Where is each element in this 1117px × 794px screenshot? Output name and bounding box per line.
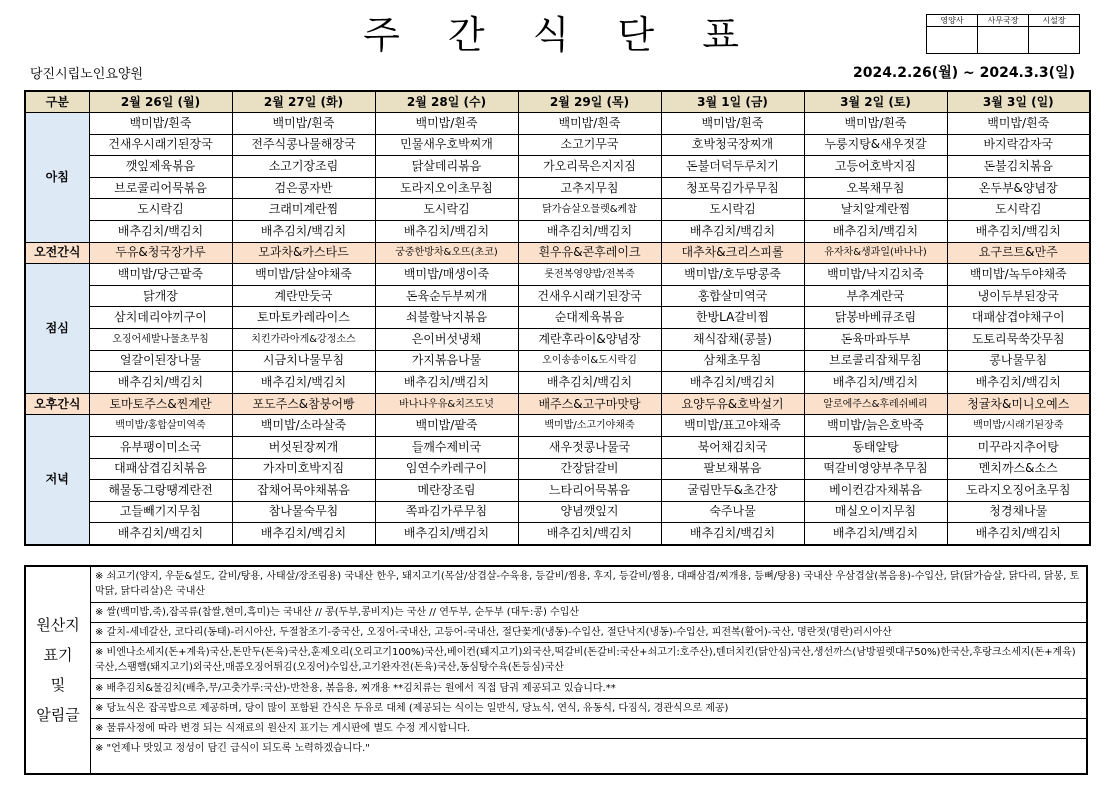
menu-item: 닭살데리볶음 (375, 156, 518, 178)
menu-item: 궁중한방차&오뜨(초코) (375, 242, 518, 264)
menu-item: 유자차&생과일(바나나) (804, 242, 947, 264)
menu-item: 검은콩자반 (232, 177, 375, 199)
snack-row (25, 242, 1090, 264)
menu-item: 콩나물무침 (947, 350, 1090, 372)
menu-item: 대패삼겹김치볶음 (89, 458, 232, 480)
menu-item: 참나물숙무침 (232, 501, 375, 523)
menu-item: 삼채초무침 (661, 350, 804, 372)
menu-item: 도라지오징어초무침 (947, 480, 1090, 502)
meal-row (25, 458, 1090, 480)
menu-item: 바지락감자국 (947, 134, 1090, 156)
menu-item: 대추차&크리스피롤 (661, 242, 804, 264)
menu-item: 시금치나물무침 (232, 350, 375, 372)
day-header: 2월 26일 (월) (89, 91, 232, 113)
menu-item: 배추김치/백김치 (89, 220, 232, 242)
menu-item: 바나나우유&치즈도넛 (375, 393, 518, 415)
menu-item: 오이송송이&도시락김 (518, 350, 661, 372)
menu-item: 북어채김치국 (661, 436, 804, 458)
meal-row (25, 436, 1090, 458)
day-header: 2월 28일 (수) (375, 91, 518, 113)
meal-row (25, 156, 1090, 178)
menu-item: 포도주스&참붕어빵 (232, 393, 375, 415)
origin-notice-box (24, 565, 1088, 775)
menu-item: 백미밥/낙지김치죽 (804, 264, 947, 286)
meal-row (25, 307, 1090, 329)
menu-item: 배추김치/백김치 (375, 220, 518, 242)
menu-item: 양념깻잎지 (518, 501, 661, 523)
menu-item: 돈육순두부찌개 (375, 285, 518, 307)
menu-item: 고추지무침 (518, 177, 661, 199)
menu-item: 요양두유&호박설기 (661, 393, 804, 415)
menu-item: 배추김치/백김치 (804, 372, 947, 394)
meal-row (25, 113, 1090, 135)
menu-period: 2024.2.26(월) ~ 2024.3.3(일) (852, 65, 1075, 81)
meal-row (25, 264, 1090, 286)
meal-row (25, 372, 1090, 394)
menu-item: 크래미계란찜 (232, 199, 375, 221)
day-header: 3월 3일 (일) (947, 91, 1090, 113)
menu-item: 배추김치/백김치 (232, 220, 375, 242)
menu-item: 닭개장 (89, 285, 232, 307)
menu-item: 느타리어묵볶음 (518, 480, 661, 502)
menu-item: 굴림만두&초간장 (661, 480, 804, 502)
menu-item: 백미밥/흰죽 (518, 113, 661, 135)
menu-item: 민물새우호박찌개 (375, 134, 518, 156)
page-title: 주 간 식 단 표 (363, 13, 757, 57)
meal-row (25, 134, 1090, 156)
menu-item: 은이버섯냉채 (375, 328, 518, 350)
menu-item: 백미밥/소고기야채죽 (518, 415, 661, 437)
menu-item: 배추김치/백김치 (375, 523, 518, 545)
menu-item: 백미밥/당근팥죽 (89, 264, 232, 286)
menu-item: 새우젓콩나물국 (518, 436, 661, 458)
approval-dietitian: 영양사 (927, 15, 978, 27)
weekly-menu-table (24, 90, 1091, 546)
menu-item: 백미밥/시래기된장죽 (947, 415, 1090, 437)
menu-item: 배추김치/백김치 (947, 220, 1090, 242)
meal-row (25, 350, 1090, 372)
approval-manager: 사무국장 (978, 15, 1029, 27)
menu-item: 배추김치/백김치 (804, 220, 947, 242)
notice-label (26, 567, 91, 773)
menu-item: 롯전복영양밥/전복죽 (518, 264, 661, 286)
menu-item: 배주스&고구마맛탕 (518, 393, 661, 415)
menu-item: 누룽지탕&새우젓갈 (804, 134, 947, 156)
menu-item: 깻잎제육볶음 (89, 156, 232, 178)
menu-item: 고들빼기지무침 (89, 501, 232, 523)
meal-row (25, 501, 1090, 523)
menu-item: 도토리묵쑥갓무침 (947, 328, 1090, 350)
menu-item: 청경채나물 (947, 501, 1090, 523)
menu-item: 삼치데리야끼구이 (89, 307, 232, 329)
menu-item: 백미밥/표고야채죽 (661, 415, 804, 437)
meal-label: 아침 (25, 113, 89, 243)
menu-item: 배추김치/백김치 (89, 372, 232, 394)
menu-item: 백미밥/호두땅콩죽 (661, 264, 804, 286)
menu-item: 돈불더덕두루치기 (661, 156, 804, 178)
menu-item: 돈육마파두부 (804, 328, 947, 350)
notice-row-seafood: ※ 갈치-세네갈산, 코다리(동태)-러시아산, 두절참조기-중국산, 오징어-국내산, 고등어-국내산, 절단꽃게(냉동)-수입산, 절단낙지(냉동)-수입산, 피전복(활어)-국산, 명란젓(명란)러시아산 (91, 623, 1086, 643)
menu-item: 배추김치/백김치 (518, 220, 661, 242)
menu-item: 브로콜리어묵볶음 (89, 177, 232, 199)
menu-item: 팔보채볶음 (661, 458, 804, 480)
menu-item: 메란장조림 (375, 480, 518, 502)
menu-item: 배추김치/백김치 (518, 372, 661, 394)
menu-item: 멘치까스&소스 (947, 458, 1090, 480)
menu-item: 두유&청국장가루 (89, 242, 232, 264)
meal-row (25, 199, 1090, 221)
menu-item: 알로에주스&후레쉬베리 (804, 393, 947, 415)
snack-row (25, 393, 1090, 415)
menu-item: 쇠불할낙지볶음 (375, 307, 518, 329)
menu-item: 순대제육볶음 (518, 307, 661, 329)
menu-item: 배추김치/백김치 (947, 523, 1090, 545)
menu-item: 한방LA갈비찜 (661, 307, 804, 329)
notice-row-logistics: ※ 물류사정에 따라 변경 되는 식재료의 원산지 표기는 게시판에 별도 수정 게시합니다. (91, 719, 1086, 739)
day-header: 2월 29일 (목) (518, 91, 661, 113)
meal-row (25, 285, 1090, 307)
notice-label-line: 및 (50, 676, 66, 694)
menu-item: 건새우시래기된장국 (518, 285, 661, 307)
notice-row-meat: ※ 쇠고기(양지, 우둔&설도, 갈비/탕용, 사태살/장조림용) 국내산 한우, 돼지고기(목살/삼겹살-수육용, 등갈비/찜용, 후지, 등갈비/찜용, 대패삼겹/찌개용, 등뼈/탕용) 국내산 우삼겹살(볶음용)-수입산, 닭(닭가슴살, 닭다리, 닭봉, 토막닭, 닭다리살)은 국내산 (91, 567, 1086, 603)
menu-item: 브로콜리잡채무침 (804, 350, 947, 372)
menu-item: 가자미호박지짐 (232, 458, 375, 480)
menu-item: 모과차&카스타드 (232, 242, 375, 264)
meal-label: 저녁 (25, 415, 89, 545)
menu-item: 백미밥/소라살죽 (232, 415, 375, 437)
menu-item: 가오리묵은지지짐 (518, 156, 661, 178)
menu-item: 도시락김 (661, 199, 804, 221)
menu-item: 잡채어묵야채볶음 (232, 480, 375, 502)
menu-item: 배추김치/백김치 (375, 372, 518, 394)
menu-item: 계란만둣국 (232, 285, 375, 307)
menu-item: 부추계란국 (804, 285, 947, 307)
day-header: 2월 27일 (화) (232, 91, 375, 113)
approval-sign-cell (1029, 27, 1080, 54)
notice-label-line: 원산지 (36, 616, 80, 634)
menu-item: 배추김치/백김치 (232, 372, 375, 394)
menu-item: 백미밥/녹두야채죽 (947, 264, 1090, 286)
meal-row (25, 480, 1090, 502)
menu-item: 도라지오이초무침 (375, 177, 518, 199)
notice-label-line: 표기 (43, 646, 73, 664)
meal-row (25, 415, 1090, 437)
menu-item: 얼갈이된장나물 (89, 350, 232, 372)
menu-item: 청포묵김가루무침 (661, 177, 804, 199)
menu-body (25, 113, 1090, 545)
menu-item: 백미밥/흰죽 (89, 113, 232, 135)
menu-item: 버섯된장찌개 (232, 436, 375, 458)
menu-item: 소고기무국 (518, 134, 661, 156)
menu-item: 배추김치/백김치 (661, 523, 804, 545)
notice-row-grain: ※ 쌀(백미밥,죽),잡곡류(찹쌀,현미,흑미)는 국내산 // 콩(두부,콩비지)는 국산 // 연두부, 순두부 (대두:콩) 수입산 (91, 603, 1086, 623)
menu-item: 청귤차&미니오예스 (947, 393, 1090, 415)
menu-item: 매실오이지무침 (804, 501, 947, 523)
menu-item: 백미밥/흰죽 (947, 113, 1090, 135)
day-header: 3월 1일 (금) (661, 91, 804, 113)
menu-item: 요구르트&만주 (947, 242, 1090, 264)
menu-item: 냉이두부된장국 (947, 285, 1090, 307)
menu-item: 떡갈비영양부추무침 (804, 458, 947, 480)
meal-label: 오전간식 (25, 242, 89, 264)
menu-item: 고등어호박지짐 (804, 156, 947, 178)
approval-sign-cell (927, 27, 978, 54)
menu-item: 홍합살미역국 (661, 285, 804, 307)
menu-item: 동태알탕 (804, 436, 947, 458)
menu-item: 닭가슴살오믈렛&케찹 (518, 199, 661, 221)
meal-row (25, 220, 1090, 242)
notice-row-diabetic: ※ 당뇨식은 잡곡밥으로 제공하며, 당이 많이 포함된 간식은 두유로 대체 (제공되는 식이는 일반식, 당뇨식, 연식, 유동식, 다짐식, 경관식으로 제공) (91, 699, 1086, 719)
menu-item: 간장닭갈비 (518, 458, 661, 480)
menu-item: 백미밥/팥죽 (375, 415, 518, 437)
menu-item: 건새우시래기된장국 (89, 134, 232, 156)
menu-item: 백미밥/흰죽 (804, 113, 947, 135)
menu-item: 온두부&양념장 (947, 177, 1090, 199)
menu-item: 백미밥/흰죽 (661, 113, 804, 135)
meal-label: 오후간식 (25, 393, 89, 415)
menu-item: 배추김치/백김치 (661, 372, 804, 394)
notice-row-kimchi: ※ 배추김치&물김치(배추,무/고춧가루:국산)-반찬용, 볶음용, 찌개용 **김치류는 원에서 직접 담궈 제공되고 있습니다.** (91, 679, 1086, 699)
menu-item: 도시락김 (947, 199, 1090, 221)
menu-item: 백미밥/매생이죽 (375, 264, 518, 286)
menu-item: 토마토카레라이스 (232, 307, 375, 329)
menu-item: 백미밥/흰죽 (375, 113, 518, 135)
menu-item: 배추김치/백김치 (661, 220, 804, 242)
menu-item: 돈불김치볶음 (947, 156, 1090, 178)
organization-name: 당진시립노인요양원 (30, 67, 144, 82)
meal-row (25, 328, 1090, 350)
menu-item: 쪽파김가루무침 (375, 501, 518, 523)
menu-item: 배추김치/백김치 (947, 372, 1090, 394)
notice-label-line: 알림글 (36, 706, 80, 724)
menu-item: 해물동그랑땡계란전 (89, 480, 232, 502)
day-header: 3월 2일 (토) (804, 91, 947, 113)
notice-rows (91, 567, 1086, 773)
menu-item: 백미밥/늙은호박죽 (804, 415, 947, 437)
menu-item: 배추김치/백김치 (232, 523, 375, 545)
menu-item: 대패삼겹야채구이 (947, 307, 1090, 329)
menu-item: 배추김치/백김치 (89, 523, 232, 545)
menu-item: 숙주나물 (661, 501, 804, 523)
menu-item: 백미밥/닭살야채죽 (232, 264, 375, 286)
menu-item: 배추김치/백김치 (804, 523, 947, 545)
menu-item: 배추김치/백김치 (518, 523, 661, 545)
menu-item: 계란후라이&양념장 (518, 328, 661, 350)
menu-item: 베이컨감자채볶음 (804, 480, 947, 502)
menu-item: 오복채무침 (804, 177, 947, 199)
menu-item: 호박청국장찌개 (661, 134, 804, 156)
menu-item: 오징어세발나물초무침 (89, 328, 232, 350)
menu-item: 유부팽이미소국 (89, 436, 232, 458)
day-header-row (25, 91, 1090, 113)
menu-item: 토마토주스&찐계란 (89, 393, 232, 415)
menu-item: 백미밥/흰죽 (232, 113, 375, 135)
menu-item: 도시락김 (89, 199, 232, 221)
menu-item: 흰우유&콘후레이크 (518, 242, 661, 264)
meal-label: 점심 (25, 264, 89, 394)
menu-item: 채식잡채(콩불) (661, 328, 804, 350)
menu-item: 치킨가라아게&강정소스 (232, 328, 375, 350)
corner-cell: 구분 (25, 91, 89, 113)
menu-item: 소고기장조림 (232, 156, 375, 178)
meal-row (25, 177, 1090, 199)
approval-director: 시설장 (1029, 15, 1080, 27)
menu-item: 백미밥/홍합살미역죽 (89, 415, 232, 437)
menu-item: 닭봉바베큐조림 (804, 307, 947, 329)
menu-item: 임연수카레구이 (375, 458, 518, 480)
approval-sign-cell (978, 27, 1029, 54)
menu-item: 미꾸라지추어탕 (947, 436, 1090, 458)
menu-item: 들깨수제비국 (375, 436, 518, 458)
menu-item: 가지볶음나물 (375, 350, 518, 372)
meal-row (25, 523, 1090, 545)
approval-box (926, 14, 1080, 54)
menu-item: 도시락김 (375, 199, 518, 221)
notice-row-processed: ※ 비엔나소세지(돈+계육)국산,돈만두(돈육)국산,훈제오리(오리고기100%)국산,베이컨(돼지고기)외국산,떡갈비(돈갈비:국산+쇠고기:호주산),텐더치킨(닭안심)국산,생선까스(남방필렛대구50%)한국산,후랑크소세지(돈+계육)국산,스팸햄(돼지고기)외국산,매콤오징어튀김(오징어)수입산,고기완자전(돈육)국산,동심탕수육(돈등심)국산 (91, 643, 1086, 679)
menu-item: 날치알계란찜 (804, 199, 947, 221)
notice-row-message: ※ "언제나 맛있고 정성이 담긴 급식이 되도록 노력하겠습니다." (95, 743, 370, 754)
menu-item: 전주식콩나물해장국 (232, 134, 375, 156)
